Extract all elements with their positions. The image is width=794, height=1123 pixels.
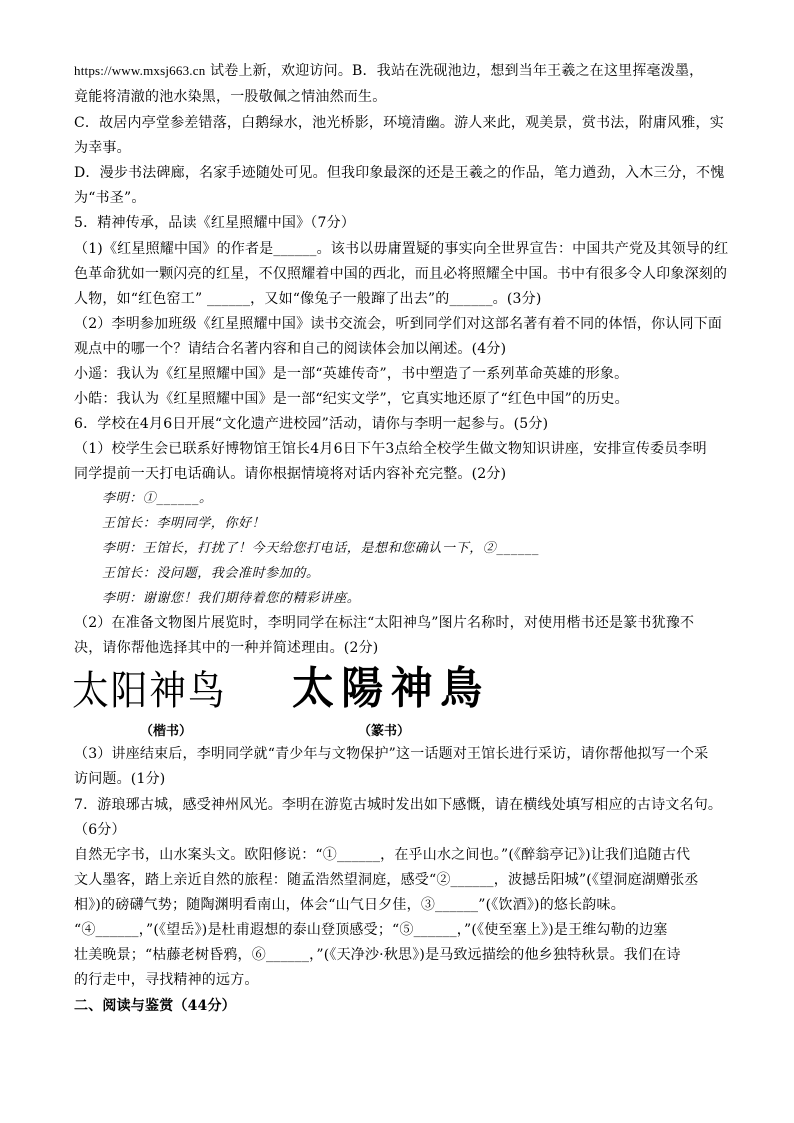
q5-part1-line2: 色革命犹如一颗闪亮的红星，不仅照耀着中国的西北，而且必将照耀全中国。书中有很多令人印象深刻的 [74,266,728,282]
dialogue-line-2: 王馆长：李明同学，你好！ [102,516,266,531]
q7-points: （6分） [74,822,126,838]
q7-passage-line5: 壮美晚景；“枯藤老树昏鸦，⑥______，”(《天净沙·秋思》)是马致远描绘的他乡独特秋景。我们在诗 [74,947,681,963]
dialogue-line-3: 李明：王馆长，打扰了！今天给您打电话，是想和您确认一下，②______ [102,541,540,556]
opinion-xiaohao: 小皓：我认为《红星照耀中国》是一部“纪实文学”，它真实地还原了“红色中国”的历史。 [74,391,629,407]
q7-passage-line2: 文人墨客，踏上亲近自然的旅程：随孟浩然望洞庭，感受“②______，波撼岳阳城”(《望洞庭湖赠张丞 [74,872,699,888]
q5-part2-line2: 观点中的哪一个？请结合名著内容和自己的阅读体会加以阐述。(4分) [74,341,507,357]
q7-passage-line3: 相》)的磅礴气势；随陶渊明看南山，体会“山气日夕佳，③______”(《饮酒》)的悠长韵味。 [74,897,625,913]
q6-part2-line1: （2）在准备文物图片展览时，李明同学在标注“太阳神鸟”图片名称时，对使用楷书还是篆书犹豫不 [74,615,695,631]
site-url[interactable]: https://www.mxsj663.cn [74,63,206,78]
q7-passage-line4: “④______，”(《望岳》)是杜甫遐想的泰山登顶感受；“⑤______，”(《使至塞上》)是王维勾勒的边塞 [74,922,668,938]
dialogue-line-4: 王馆长：没问题，我会准时参加的。 [102,566,320,581]
opinion-xiaoyao: 小遥：我认为《红星照耀中国》是一部“英雄传奇”，书中塑造了一系列革命英雄的形象。 [74,366,629,382]
q6-part3-line2: 访问题。(1分) [74,771,166,787]
q6-part1-line2: 同学提前一天打电话确认。请你根据情境将对话内容补充完整。(2分) [74,466,507,482]
q5-part1-line3: 人物，如“红色窑工” ______，又如“像兔子一般蹿了出去”的______。(3分) [74,291,542,307]
dialogue-line-5: 李明：谢谢您！我们期待着您的精彩讲座。 [102,591,361,606]
question-7-title: 7．游琅琊古城，感受神州风光。李明在游览古城时发出如下感慨，请在横线处填写相应的古诗文名句。 [74,797,723,813]
q7-passage-line6: 的行走中，寻找精神的远方。 [74,972,259,988]
q6-part1-line1: （1）校学生会已联系好博物馆王馆长4月6日下午3点给全校学生做文物知识讲座，安排宣传委员李明 [74,441,707,457]
section-2-heading: 二、阅读与鉴赏（44分） [74,998,236,1014]
kaishu-caption: （楷书） [140,724,193,739]
zhuanshu-calligraphy: 太陽神鳥 [292,663,490,714]
option-d: D．漫步书法碑廊，名家手迹随处可见。但我印象最深的还是王羲之的作品，笔力遒劲，入木三分，不愧 [74,165,725,181]
text-line-4: 为幸事。 [74,140,131,156]
question-6-title: 6．学校在4月6日开展“文化遗产进校园”活动，请你与李明一起参与。(5分) [74,416,549,432]
text-line-2: 竟能将清澈的池水染黑，一股敬佩之情油然而生。 [74,89,387,105]
q5-part1-line1: （1)《红星照耀中国》的作者是______。该书以毋庸置疑的事实向全世界宣告：中国共产党及其领导的红 [74,241,729,257]
option-c: C．故居内亭堂参差错落，白鹅绿水，池光桥影，环境清幽。游人来此，观美景，赏书法，附庸风雅，实 [74,115,724,131]
q5-part2-line1: （2）李明参加班级《红星照耀中国》读书交流会，听到同学们对这部名著有着不同的体悟，你认同下面 [74,316,723,332]
q6-part2-line2: 决，请你帮他选择其中的一种并简述理由。(2分) [74,640,379,656]
q6-part3-line1: （3）讲座结束后，李明同学就“青少年与文物保护”这一话题对王馆长进行采访，请你帮他拟写一个采 [74,746,709,762]
text-line-1: https://www.mxsj663.cn 试卷上新，欢迎访问。B．我站在洗砚池边，想到当年王羲之在这里挥毫泼墨， [74,63,704,79]
dialogue-line-1: 李明：①______。 [102,491,213,506]
kaishu-calligraphy: 太阳神鸟 [72,668,227,714]
q7-passage-line1: 自然无字书，山水案头文。欧阳修说：“①______，在乎山水之间也。”(《醉翁亭记》)让我们追随古代 [74,847,691,863]
zhuanshu-caption: （篆书） [358,724,411,739]
text-line-6: 为“书圣”。 [74,190,146,206]
question-5-title: 5．精神传承，品读《红星照耀中国》（7分） [74,215,356,231]
